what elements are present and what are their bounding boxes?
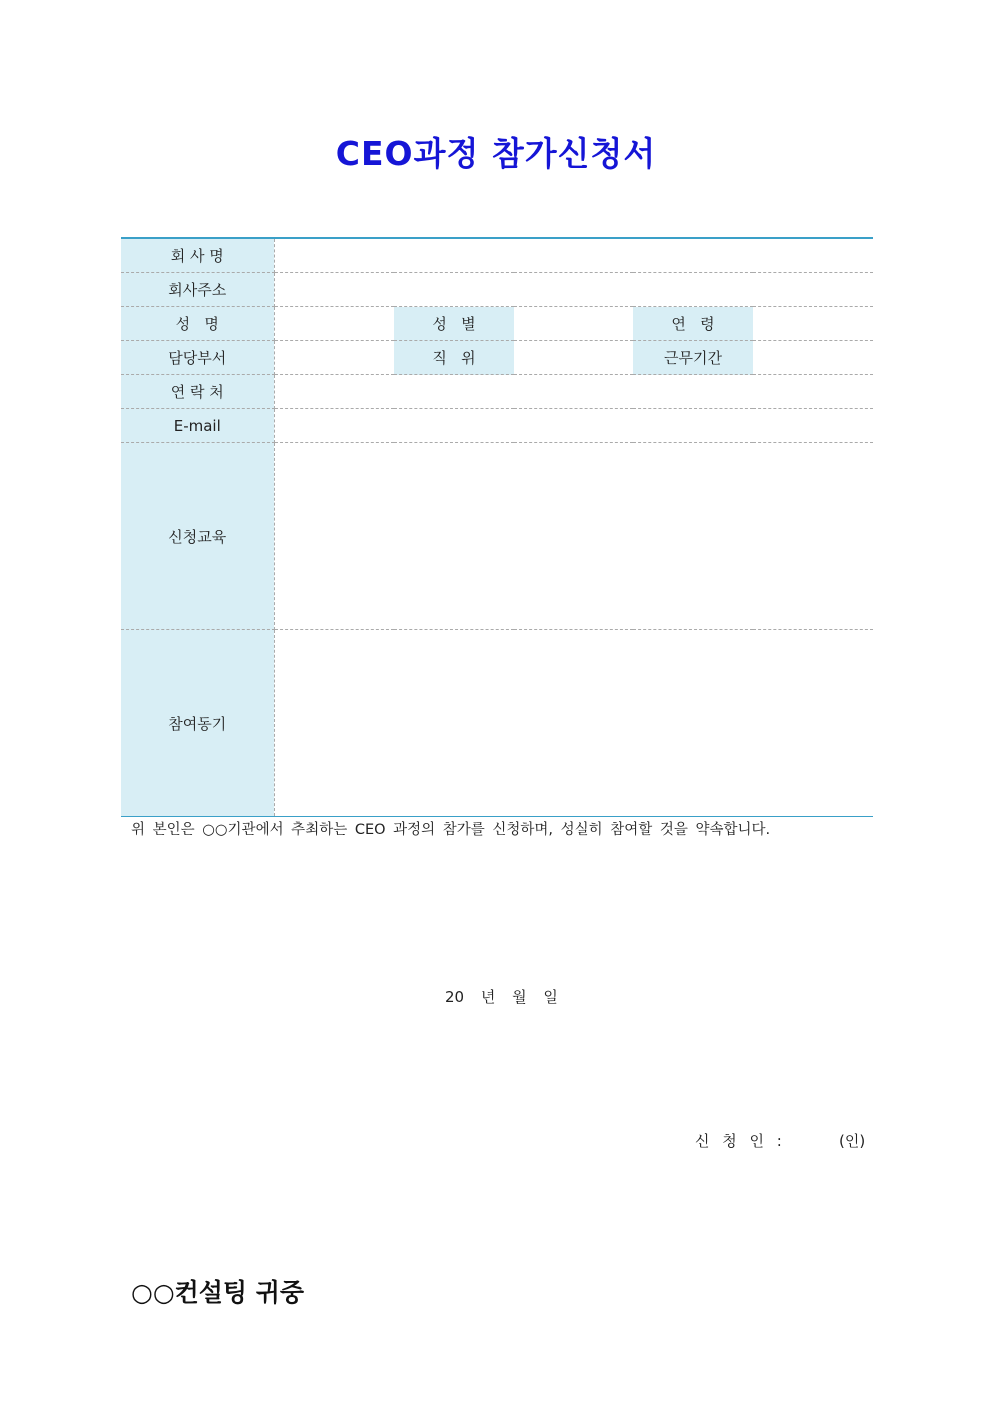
date-line: 20 년 월 일 bbox=[445, 988, 558, 1006]
document-title: CEO과정 참가신청서 bbox=[335, 134, 657, 173]
row-email bbox=[121, 409, 873, 443]
work-period-field[interactable] bbox=[753, 341, 873, 375]
row-company-address bbox=[121, 273, 873, 307]
department-field[interactable] bbox=[274, 341, 394, 375]
application-form-table bbox=[121, 237, 873, 817]
label-age: 연 령 bbox=[633, 307, 753, 341]
label-gender: 성 별 bbox=[394, 307, 514, 341]
pledge-statement: 위 본인은 ○○기관에서 추최하는 CEO 과정의 참가를 신청하며, 성실히 참여할 것을 약속합니다. bbox=[131, 822, 771, 838]
age-field[interactable] bbox=[753, 307, 873, 341]
seal-label: (인) bbox=[839, 1132, 866, 1150]
label-motivation: 참여동기 bbox=[121, 630, 274, 817]
company-name-field[interactable] bbox=[274, 238, 873, 273]
label-work-period: 근무기간 bbox=[633, 341, 753, 375]
position-field[interactable] bbox=[514, 341, 633, 375]
contact-field[interactable] bbox=[274, 375, 873, 409]
row-course bbox=[121, 443, 873, 630]
addressee: ○○컨설팅 귀중 bbox=[131, 1278, 305, 1307]
row-motivation bbox=[121, 630, 873, 817]
applicant-label: 신 청 인 : bbox=[695, 1132, 786, 1150]
label-company-address: 회사주소 bbox=[121, 273, 274, 307]
company-address-field[interactable] bbox=[274, 273, 873, 307]
row-name bbox=[121, 307, 873, 341]
name-field[interactable] bbox=[274, 307, 394, 341]
row-company-name bbox=[121, 238, 873, 273]
label-course: 신청교육 bbox=[121, 443, 274, 630]
email-field[interactable] bbox=[274, 409, 873, 443]
label-email: E-mail bbox=[121, 409, 274, 443]
motivation-field[interactable] bbox=[274, 630, 873, 817]
label-name: 성 명 bbox=[121, 307, 274, 341]
label-department: 담당부서 bbox=[121, 341, 274, 375]
row-contact bbox=[121, 375, 873, 409]
label-company-name: 회 사 명 bbox=[121, 238, 274, 273]
row-department bbox=[121, 341, 873, 375]
label-position: 직 위 bbox=[394, 341, 514, 375]
course-field[interactable] bbox=[274, 443, 873, 630]
gender-field[interactable] bbox=[514, 307, 633, 341]
label-contact: 연 락 처 bbox=[121, 375, 274, 409]
